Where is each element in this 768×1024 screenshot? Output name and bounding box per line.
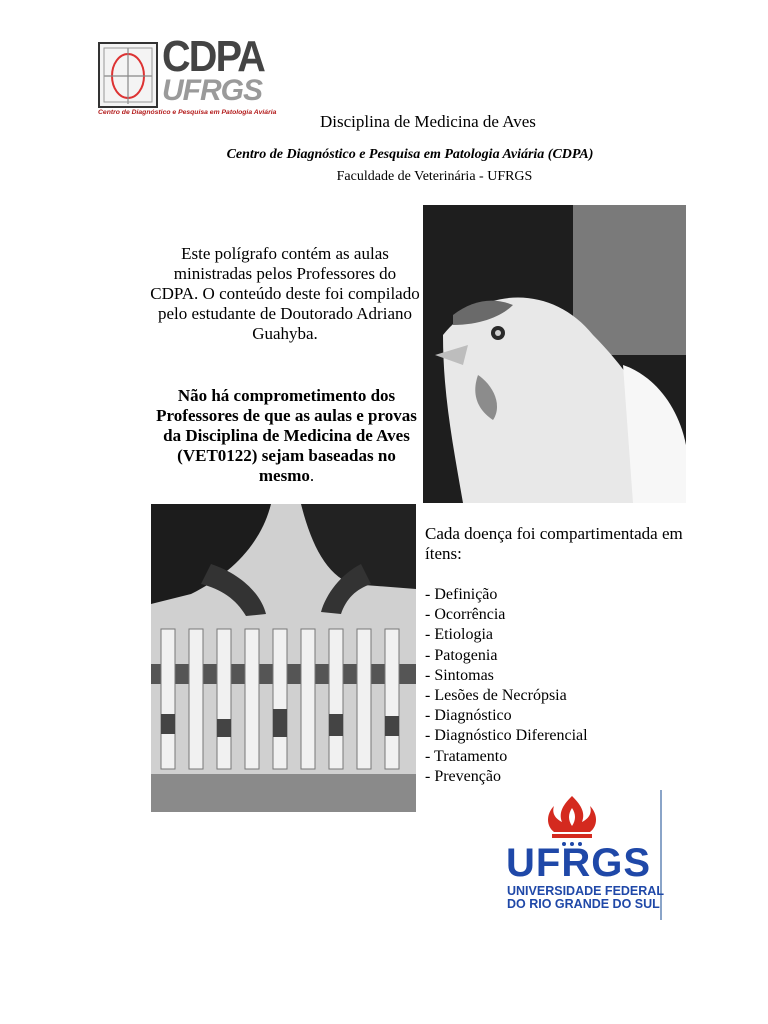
- lab-photo: [151, 504, 416, 812]
- ufrgs-name-line2: DO RIO GRANDE DO SUL: [507, 897, 660, 911]
- ufrgs-wordmark: UFRGS: [506, 841, 651, 885]
- document-title: Disciplina de Medicina de Aves: [320, 112, 536, 131]
- center-name: Centro de Diagnóstico e Pesquisa em Patologia Aviária (CDPA): [226, 147, 594, 162]
- disclaimer-period: .: [309, 466, 315, 485]
- list-item: - Ocorrência: [425, 606, 506, 624]
- list-item: - Lesões de Necrópsia: [425, 687, 567, 705]
- list-item: - Patogenia: [425, 646, 498, 664]
- list-item: - Tratamento: [425, 747, 508, 765]
- ufrgs-logo: [500, 790, 662, 920]
- intro-paragraph: Este polígrafo contém as aulas ministradas pelos Professores do CDPA. O conteúdo deste foi compilado pelo estudante de Doutorado Adriano Guahyba.: [150, 244, 420, 343]
- list-item: - Diagnóstico Diferencial: [425, 727, 588, 745]
- list-item: - Sintomas: [425, 666, 494, 684]
- faculty-name: Faculdade de Veterinária - UFRGS: [336, 169, 533, 184]
- ufrgs-name-line1: UNIVERSIDADE FEDERAL: [507, 884, 664, 898]
- items-list: [425, 585, 588, 787]
- items-intro: Cada doença foi compartimentada em ítens:: [425, 524, 683, 563]
- chicken-photo: [423, 205, 686, 503]
- cdpa-ufrgs-wordmark: UFRGS: [162, 74, 262, 107]
- ufrgs-divider: [660, 790, 662, 920]
- list-item: - Etiologia: [425, 626, 493, 644]
- disclaimer-paragraph: [150, 386, 423, 486]
- list-item: - Diagnóstico: [425, 707, 512, 725]
- disclaimer-bold-text: Não há comprometimento dos Professores de que as aulas e provas da Disciplina de Medicina de Aves (VET0122) sejam baseadas no mesmo: [156, 386, 417, 485]
- cdpa-wordmark: CDPA: [162, 32, 265, 81]
- cdpa-emblem-icon: [98, 42, 158, 108]
- cdpa-logo: [98, 32, 278, 120]
- cdpa-tagline: Centro de Diagnóstico e Pesquisa em Patologia Aviária: [98, 109, 277, 116]
- list-item: - Definição: [425, 586, 498, 603]
- list-item: - Prevenção: [425, 767, 501, 785]
